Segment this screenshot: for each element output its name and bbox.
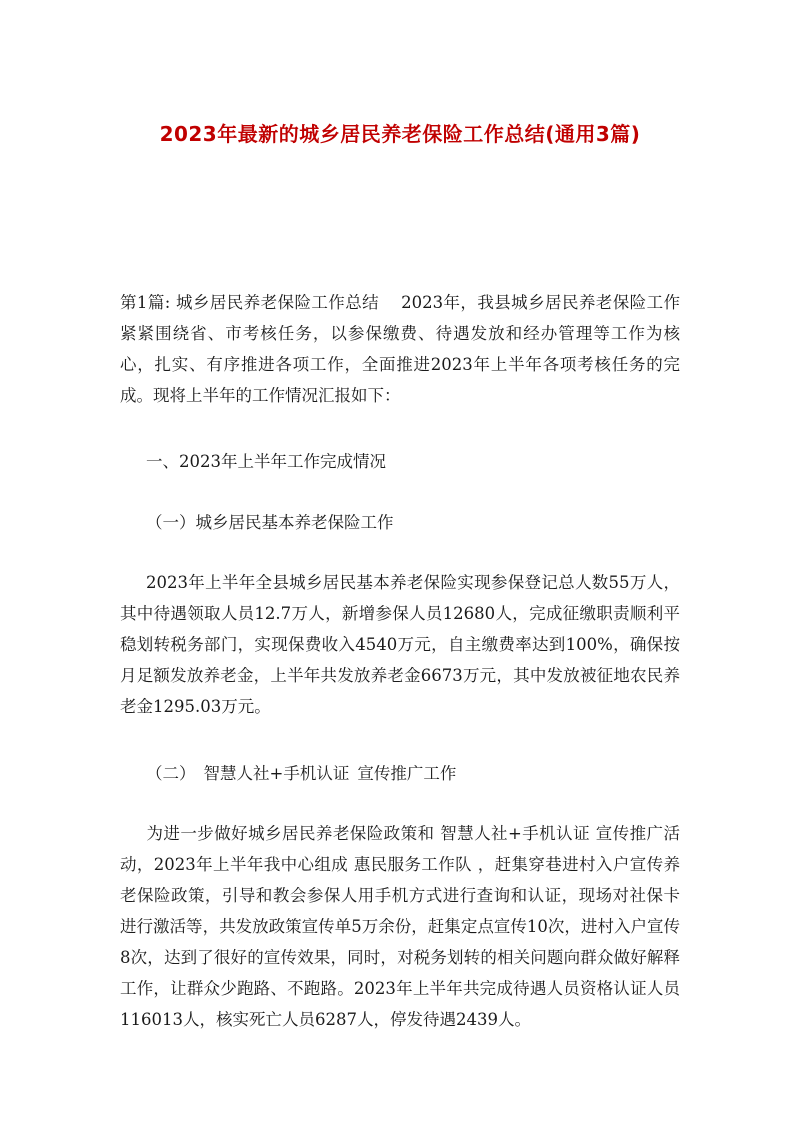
subsection-2-body: [120, 818, 680, 1035]
chapter-label: 第1篇: 城乡居民养老保险工作总结: [120, 293, 380, 312]
subsection-2-prefix: （二）: [146, 764, 196, 783]
subsection-2-suffix: 宣传推广工作: [357, 764, 457, 783]
subsection-heading-1: （一）城乡居民基本养老保险工作: [146, 513, 394, 532]
subsection-2-topic: 智慧人社+手机认证: [203, 764, 350, 783]
document-title: 2023年最新的城乡居民养老保险工作总结(通用3篇): [159, 122, 641, 146]
subsection-2-text: 为进一步做好城乡居民养老保险政策和 智慧人社+手机认证 宣传推广活动，2023年上半年我中心组成 惠民服务工作队 ，赶集穿巷进村入户宣传养老保险政策，引导和教会参保人用手机方式进行查询和认证，现场对社保卡进行激活等，共发放政策宣传单5万余份，赶集定点宣传10次，进村入户宣传8次，达到了很好的宣传效果，同时，对税务划转的相关问题向群众做好解释工作，让群众少跑路、不跑路。2023年上半年共完成待遇人员资格认证人员116013人，核实死亡人员6287人，停发待遇2439人。: [120, 824, 680, 1029]
subsection-1-text: 2023年上半年全县城乡居民基本养老保险实现参保登记总人数55万人，其中待遇领取人员12.7万人，新增参保人员12680人，完成征缴职责顺利平稳划转税务部门，实现保费收入4540万元，自主缴费率达到100%，确保按月足额发放养老金，上半年共发放养老金6673万元，其中发放被征地农民养老金1295.03万元。: [120, 573, 680, 716]
intro-body: 2023年，我县城乡居民养老保险工作紧紧围绕省、市考核任务，以参保缴费、待遇发放和经办管理等工作为核心，扎实、有序推进各项工作，全面推进2023年上半年各项考核任务的完成。现将上半年的工作情况汇报如下：: [120, 293, 680, 405]
section-heading-1: 一、2023年上半年工作完成情况: [146, 452, 386, 471]
subsection-heading-2: [146, 758, 456, 789]
subsection-1-body: [120, 567, 680, 722]
intro-paragraph: [120, 287, 680, 411]
